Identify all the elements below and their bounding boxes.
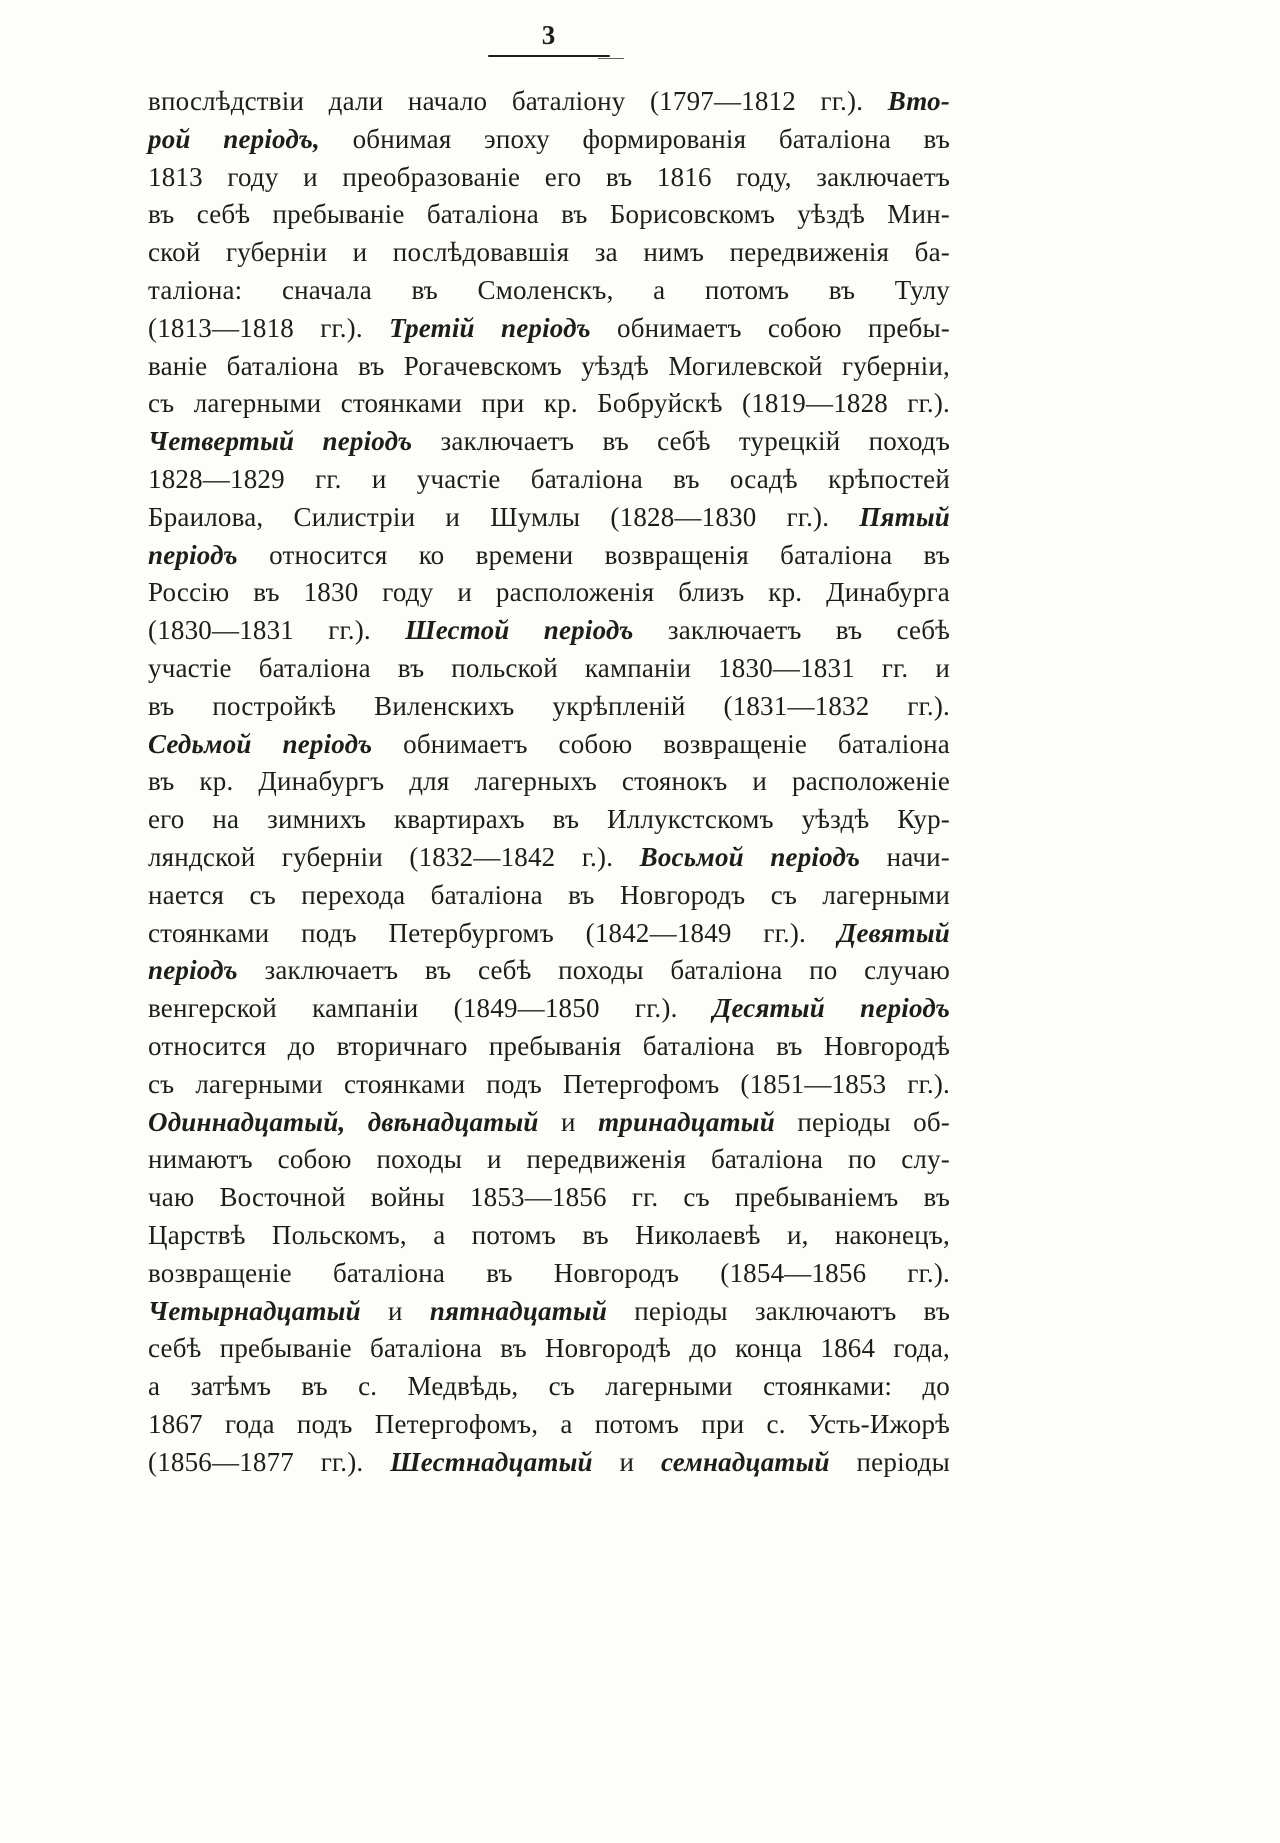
period-name-italic: Седьмой періодъ — [148, 728, 373, 759]
body-text: (1856—1877 гг.). — [148, 1446, 391, 1477]
body-text: (1830—1831 гг.). — [148, 615, 406, 646]
period-name-italic: Девятый — [837, 917, 950, 948]
body-text: 1813 году и преобразованіе его въ 1816 году, заключаетъ — [148, 161, 950, 192]
text-line — [148, 1217, 950, 1255]
text-line — [148, 1255, 950, 1293]
text-line — [148, 234, 950, 272]
text-line — [148, 801, 950, 839]
body-text: періоды заключаютъ въ — [607, 1295, 950, 1326]
page-number-rule — [488, 55, 610, 57]
body-text: и — [538, 1106, 599, 1137]
period-name-italic: Третій періодъ — [389, 312, 591, 343]
text-line — [148, 574, 950, 612]
text-line — [148, 121, 950, 159]
body-text: обнимаетъ собою пребы- — [590, 312, 950, 343]
body-text: 1828—1829 гг. и участіе баталіона въ осадѣ крѣпостей — [148, 463, 950, 494]
body-text: нается съ перехода баталіона въ Новгородъ съ лагерными — [148, 879, 950, 910]
document-page — [148, 20, 950, 1481]
body-text: и — [592, 1446, 661, 1477]
body-text: Царствѣ Польскомъ, а потомъ въ Николаевѣ и, наконецъ, — [148, 1219, 950, 1250]
body-text: таліона: сначала въ Смоленскъ, а потомъ въ Тулу — [148, 274, 950, 305]
text-line — [148, 159, 950, 197]
text-line — [148, 423, 950, 461]
text-line — [148, 990, 950, 1028]
page-header — [148, 20, 950, 57]
body-text: въ постройкѣ Виленскихъ укрѣпленій (1831—1832 гг.). — [148, 690, 950, 721]
period-name-italic: Восьмой періодъ — [639, 841, 861, 872]
body-text: его на зимнихъ квартирахъ въ Иллукстскомъ уѣздѣ Кур- — [148, 804, 950, 835]
text-line — [148, 1293, 950, 1331]
body-text: ляндской губерніи (1832—1842 г.). — [148, 841, 640, 872]
body-text: заключаетъ въ себѣ турецкій походъ — [412, 426, 951, 457]
body-text: нимаютъ собою походы и передвиженія баталіона по слу- — [148, 1144, 950, 1175]
text-line — [148, 1028, 950, 1066]
text-line — [148, 310, 950, 348]
text-line — [148, 915, 950, 953]
text-line — [148, 650, 950, 688]
text-line — [148, 1066, 950, 1104]
text-line — [148, 272, 950, 310]
body-text: относится до вторичнаго пребыванія баталіона въ Новгородѣ — [148, 1030, 950, 1061]
text-line — [148, 612, 950, 650]
text-line — [148, 1444, 950, 1482]
page-text — [148, 83, 950, 1481]
period-name-italic: періодъ — [148, 539, 238, 570]
text-line — [148, 499, 950, 537]
text-line — [148, 1406, 950, 1444]
body-text: Браилова, Силистріи и Шумлы (1828—1830 гг.). — [148, 501, 860, 532]
body-text: обнимая эпоху формированія баталіона въ — [319, 123, 950, 154]
text-line — [148, 839, 950, 877]
text-line — [148, 952, 950, 990]
body-text: обнимаетъ собою возвращеніе баталіона — [372, 728, 950, 759]
text-line — [148, 877, 950, 915]
text-line — [148, 763, 950, 801]
text-line — [148, 688, 950, 726]
body-text: (1813—1818 гг.). — [148, 312, 390, 343]
text-line — [148, 537, 950, 575]
period-name-italic: тринадцатый — [598, 1106, 775, 1137]
body-text: возвращеніе баталіона въ Новгородъ (1854—1856 гг.). — [148, 1257, 950, 1288]
body-text: въ себѣ пребываніе баталіона въ Борисовскомъ уѣздѣ Мин- — [148, 199, 950, 230]
text-line — [148, 461, 950, 499]
text-line — [148, 1368, 950, 1406]
period-name-italic: Четырнадцатый — [148, 1295, 361, 1326]
body-text: и — [360, 1295, 430, 1326]
text-line — [148, 385, 950, 423]
body-text: Россію въ 1830 году и расположенія близъ кр. Динабурга — [148, 577, 950, 608]
text-line — [148, 348, 950, 386]
text-line — [148, 196, 950, 234]
text-line — [148, 726, 950, 764]
period-name-italic: пятнадцатый — [429, 1295, 608, 1326]
body-text: стоянками подъ Петербургомъ (1842—1849 гг.). — [148, 917, 838, 948]
period-name-italic: семнадцатый — [660, 1446, 830, 1477]
text-line — [148, 1141, 950, 1179]
text-line — [148, 1104, 950, 1142]
body-text: періоды об- — [774, 1106, 950, 1137]
body-text: себѣ пребываніе баталіона въ Новгородѣ до конца 1864 года, — [148, 1333, 950, 1364]
period-name-italic: Десятый періодъ — [712, 993, 950, 1024]
body-text: относится ко времени возвращенія баталіона въ — [237, 539, 950, 570]
body-text: начи- — [860, 841, 950, 872]
body-text: заключаетъ въ себѣ походы баталіона по случаю — [237, 955, 950, 986]
body-text: впослѣдствіи дали начало баталіону (1797—1812 гг.). — [148, 86, 888, 116]
body-text: съ лагерными стоянками подъ Петергофомъ (1851—1853 гг.). — [148, 1068, 950, 1099]
body-text: ской губерніи и послѣдовавшія за нимъ передвиженія ба- — [148, 237, 950, 268]
text-line — [148, 1179, 950, 1217]
body-text: ваніе баталіона въ Рогачевскомъ уѣздѣ Могилевской губерніи, — [148, 350, 950, 381]
body-text: чаю Восточной войны 1853—1856 гг. съ пребываніемъ въ — [148, 1182, 950, 1213]
body-text: періоды — [829, 1446, 950, 1477]
text-line — [148, 1330, 950, 1368]
body-text: а затѣмъ въ с. Медвѣдь, съ лагерными стоянками: до — [148, 1371, 950, 1402]
body-text: венгерской кампаніи (1849—1850 гг.). — [148, 993, 713, 1024]
period-name-italic: Вто- — [887, 86, 950, 116]
body-text: 1867 года подъ Петергофомъ, а потомъ при с. Усть-Ижорѣ — [148, 1408, 950, 1439]
body-text: въ кр. Динабургъ для лагерныхъ стоянокъ и расположеніе — [148, 766, 950, 797]
period-name-italic: Четвертый періодъ — [148, 426, 413, 457]
period-name-italic: Шестнадцатый — [390, 1446, 593, 1477]
body-text: съ лагерными стоянками при кр. Бобруйскѣ (1819—1828 гг.). — [148, 388, 950, 419]
page-number: 3 — [541, 20, 557, 50]
period-name-italic: Шестой періодъ — [405, 615, 634, 646]
period-name-italic: періодъ — [148, 955, 238, 986]
body-text: участіе баталіона въ польской кампаніи 1830—1831 гг. и — [148, 652, 950, 683]
period-name-italic: рой періодъ, — [148, 123, 320, 154]
period-name-italic: Одиннадцатый, двѣнадцатый — [148, 1106, 539, 1137]
period-name-italic: Пятый — [859, 501, 950, 532]
text-line — [148, 83, 950, 121]
body-text: заключаетъ въ себѣ — [633, 615, 950, 646]
